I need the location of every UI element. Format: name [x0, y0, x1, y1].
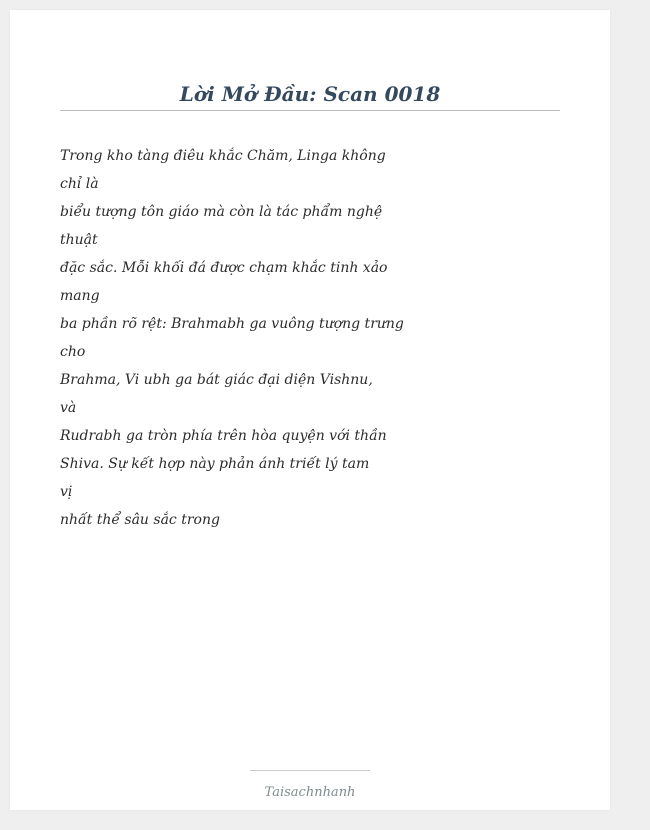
text-line: chỉ là [60, 176, 99, 192]
text-line: ba phần rõ rệt: Brahmabh ga vuông tượng trưng [60, 316, 404, 332]
text-line: nhất thể sâu sắc trong [60, 512, 220, 528]
text-line: thuật [60, 232, 98, 248]
footer-brand: Taisachnhanh [264, 785, 356, 800]
footer-divider [250, 770, 370, 771]
text-line: Brahma, Vi ubh ga bát giác đại diện Vishnu, [60, 372, 373, 388]
text-line: Shiva. Sự kết hợp này phản ánh triết lý tam [60, 456, 370, 472]
text-line: vị [60, 484, 73, 500]
text-line: Rudrabh ga tròn phía trên hòa quyện với thần [60, 428, 387, 444]
text-line: đặc sắc. Mỗi khối đá được chạm khắc tinh xảo [60, 260, 388, 276]
text-line: và [60, 400, 77, 416]
text-line: Trong kho tàng điêu khắc Chăm, Linga không [60, 148, 386, 164]
text-line: cho [60, 344, 86, 360]
text-line: mang [60, 288, 100, 304]
title-divider [60, 110, 560, 111]
page-title: Lời Mở Đầu: Scan 0018 [179, 82, 441, 106]
text-line: biểu tượng tôn giáo mà còn là tác phẩm nghệ [60, 204, 383, 220]
document-page [10, 10, 610, 810]
body-paragraph [60, 142, 404, 534]
